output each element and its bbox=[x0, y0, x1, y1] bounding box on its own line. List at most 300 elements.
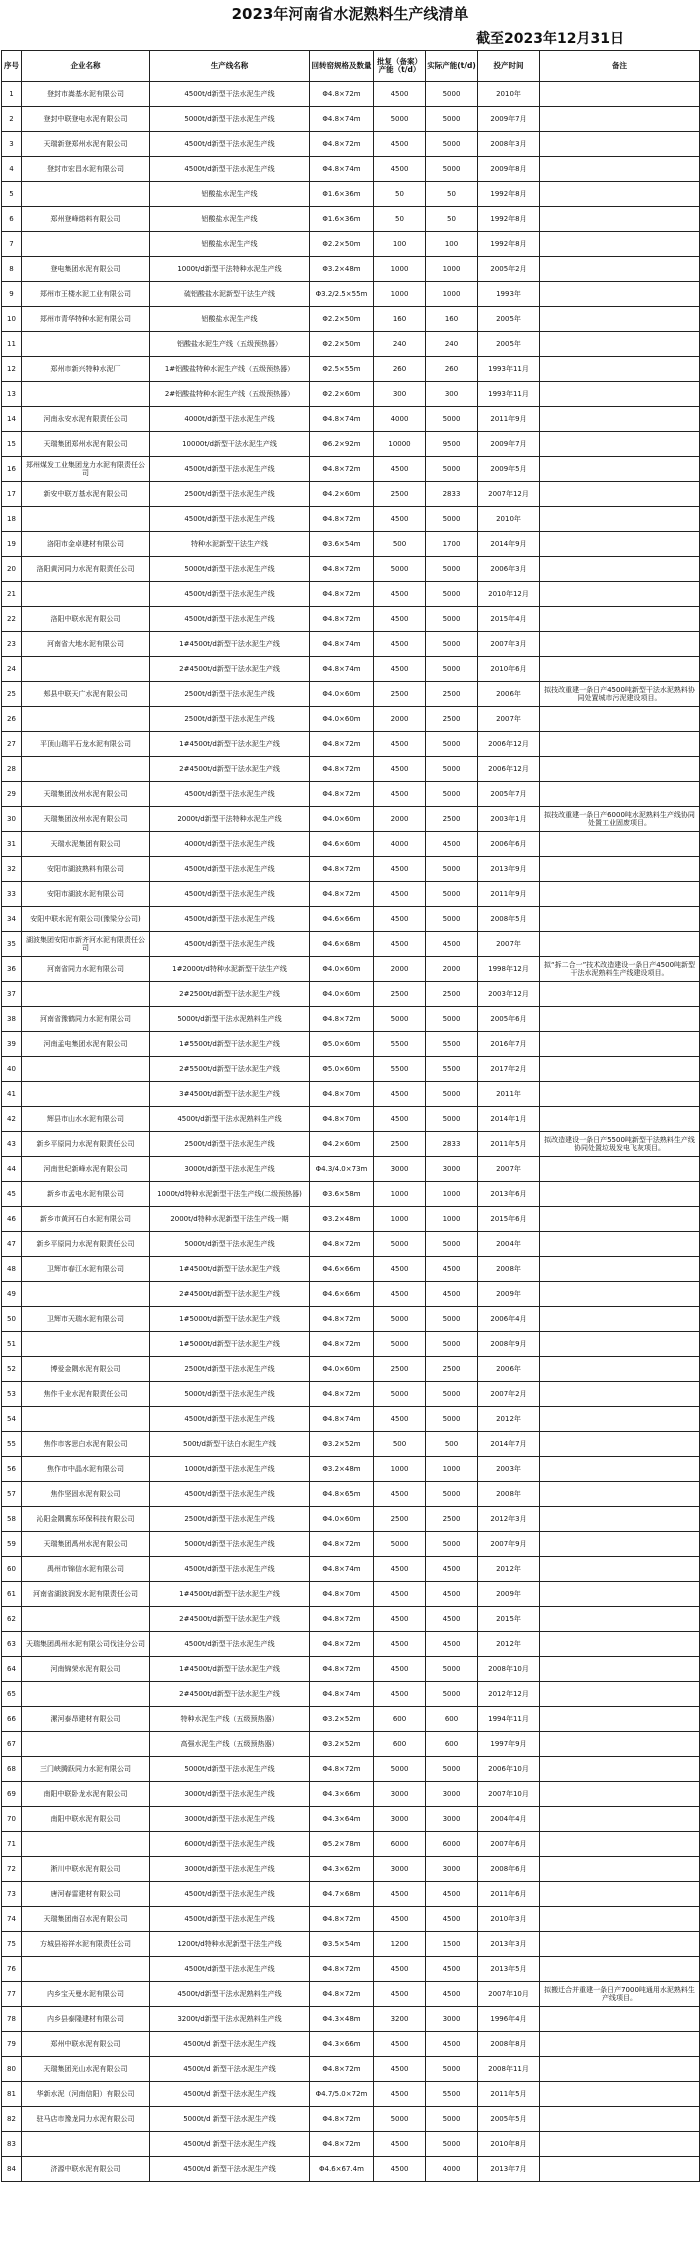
cell-start-date: 2007年2月 bbox=[478, 1382, 540, 1407]
cell-kiln-spec: Φ4.3×48m bbox=[310, 2007, 374, 2032]
cell-line-name: 4500t/d新型干法水泥生产线 bbox=[150, 1907, 310, 1932]
cell-actual-capacity: 240 bbox=[426, 332, 478, 357]
cell-company: 焦作市中晶水泥有限公司 bbox=[22, 1457, 150, 1482]
cell-actual-capacity: 5000 bbox=[426, 582, 478, 607]
cell-remarks bbox=[540, 732, 700, 757]
cell-index: 77 bbox=[2, 1982, 22, 2007]
cell-remarks bbox=[540, 2157, 700, 2182]
cell-remarks bbox=[540, 1407, 700, 1432]
cell-company bbox=[22, 1082, 150, 1107]
cell-kiln-spec: Φ4.0×60m bbox=[310, 982, 374, 1007]
cell-kiln-spec: Φ4.8×72m bbox=[310, 2132, 374, 2157]
cell-actual-capacity: 5000 bbox=[426, 657, 478, 682]
cell-remarks bbox=[540, 1932, 700, 1957]
cell-company: 卫辉市天瑞水泥有限公司 bbox=[22, 1307, 150, 1332]
table-row bbox=[2, 807, 700, 832]
table-row bbox=[2, 707, 700, 732]
cell-actual-capacity: 5000 bbox=[426, 1407, 478, 1432]
cell-index: 62 bbox=[2, 1607, 22, 1632]
cell-actual-capacity: 5000 bbox=[426, 507, 478, 532]
cell-remarks bbox=[540, 932, 700, 957]
table-row bbox=[2, 757, 700, 782]
cell-approved-capacity: 1000 bbox=[374, 1207, 426, 1232]
table-row bbox=[2, 657, 700, 682]
cell-kiln-spec: Φ4.6×60m bbox=[310, 832, 374, 857]
cell-company: 内乡县泰隆建材有限公司 bbox=[22, 2007, 150, 2032]
cell-company: 南阳中联水泥有限公司 bbox=[22, 1807, 150, 1832]
cell-index: 81 bbox=[2, 2082, 22, 2107]
cell-start-date: 2013年7月 bbox=[478, 2157, 540, 2182]
cell-company: 河南省同力水泥有限公司 bbox=[22, 957, 150, 982]
cell-approved-capacity: 1000 bbox=[374, 282, 426, 307]
cell-kiln-spec: Φ4.8×74m bbox=[310, 107, 374, 132]
cell-kiln-spec: Φ4.8×70m bbox=[310, 1582, 374, 1607]
table-row bbox=[2, 1407, 700, 1432]
cell-line-name: 铝酸盐水泥生产线 bbox=[150, 207, 310, 232]
cell-kiln-spec: Φ4.8×72m bbox=[310, 882, 374, 907]
cell-approved-capacity: 3200 bbox=[374, 2007, 426, 2032]
cell-actual-capacity: 4500 bbox=[426, 1632, 478, 1657]
cell-index: 83 bbox=[2, 2132, 22, 2157]
cell-line-name: 4500t/d新型干法水泥生产线 bbox=[150, 132, 310, 157]
cell-line-name: 4500t/d新型干法水泥熟料生产线 bbox=[150, 1107, 310, 1132]
cell-index: 37 bbox=[2, 982, 22, 1007]
cell-actual-capacity: 4500 bbox=[426, 1582, 478, 1607]
cell-remarks bbox=[540, 632, 700, 657]
cell-remarks bbox=[540, 132, 700, 157]
cell-kiln-spec: Φ4.3×62m bbox=[310, 1857, 374, 1882]
cell-start-date: 1996年4月 bbox=[478, 2007, 540, 2032]
cell-approved-capacity: 5000 bbox=[374, 1382, 426, 1407]
cell-company: 安阳中联水泥有限公司(豫梁分公司) bbox=[22, 907, 150, 932]
cell-actual-capacity: 2500 bbox=[426, 1357, 478, 1382]
cell-company: 安阳市湖波水泥有限公司 bbox=[22, 882, 150, 907]
cell-start-date: 2006年6月 bbox=[478, 832, 540, 857]
cell-company: 天瑞集团郑州水泥有限公司 bbox=[22, 432, 150, 457]
cell-start-date: 1993年11月 bbox=[478, 382, 540, 407]
cell-approved-capacity: 3000 bbox=[374, 1782, 426, 1807]
cell-actual-capacity: 5000 bbox=[426, 732, 478, 757]
table-row bbox=[2, 182, 700, 207]
cell-remarks bbox=[540, 1957, 700, 1982]
cell-approved-capacity: 4500 bbox=[374, 507, 426, 532]
table-row bbox=[2, 1857, 700, 1882]
cell-line-name: 4500t/d 新型干法水泥生产线 bbox=[150, 2057, 310, 2082]
cell-company: 新乡市孟电水泥有限公司 bbox=[22, 1182, 150, 1207]
cell-remarks: 拟“拆二合一”技术改造建设一条日产4500吨新型干法水泥熟料生产线建设项目。 bbox=[540, 957, 700, 982]
cell-remarks: 拟搬迁合并重建一条日产7000吨通用水泥熟料生产线项目。 bbox=[540, 1982, 700, 2007]
cell-start-date: 2010年8月 bbox=[478, 2132, 540, 2157]
table-row bbox=[2, 782, 700, 807]
cell-company: 天瑞集团汝州水泥有限公司 bbox=[22, 807, 150, 832]
cell-remarks bbox=[540, 832, 700, 857]
cell-kiln-spec: Φ4.8×72m bbox=[310, 1607, 374, 1632]
cell-kiln-spec: Φ4.8×72m bbox=[310, 582, 374, 607]
cell-index: 46 bbox=[2, 1207, 22, 1232]
cell-kiln-spec: Φ4.7×68m bbox=[310, 1882, 374, 1907]
cell-line-name: 3#4500t/d新型干法水泥生产线 bbox=[150, 1082, 310, 1107]
cell-remarks bbox=[540, 257, 700, 282]
cell-remarks bbox=[540, 1457, 700, 1482]
cell-line-name: 4500t/d新型干法水泥生产线 bbox=[150, 1957, 310, 1982]
col-header-kiln-spec: 回转窑规格及数量 bbox=[310, 51, 374, 82]
cell-index: 23 bbox=[2, 632, 22, 657]
cell-remarks bbox=[540, 2107, 700, 2132]
cell-index: 57 bbox=[2, 1482, 22, 1507]
cell-remarks bbox=[540, 1907, 700, 1932]
cell-index: 3 bbox=[2, 132, 22, 157]
cell-remarks bbox=[540, 907, 700, 932]
cell-actual-capacity: 1000 bbox=[426, 1182, 478, 1207]
cell-index: 11 bbox=[2, 332, 22, 357]
cell-start-date: 1997年9月 bbox=[478, 1732, 540, 1757]
cell-start-date: 2008年 bbox=[478, 1257, 540, 1282]
cell-line-name: 2500t/d新型干法水泥生产线 bbox=[150, 1357, 310, 1382]
cell-kiln-spec: Φ2.2×50m bbox=[310, 232, 374, 257]
cell-start-date: 2007年 bbox=[478, 1157, 540, 1182]
cell-kiln-spec: Φ3.2×52m bbox=[310, 1707, 374, 1732]
cell-index: 52 bbox=[2, 1357, 22, 1382]
cell-remarks bbox=[540, 1257, 700, 1282]
cell-remarks bbox=[540, 1782, 700, 1807]
cell-actual-capacity: 5000 bbox=[426, 1082, 478, 1107]
cell-actual-capacity: 5000 bbox=[426, 1307, 478, 1332]
cell-company: 河南世纪新峰水泥有限公司 bbox=[22, 1157, 150, 1182]
cell-actual-capacity: 5000 bbox=[426, 1107, 478, 1132]
cell-actual-capacity: 3000 bbox=[426, 1157, 478, 1182]
cell-start-date: 2011年 bbox=[478, 1082, 540, 1107]
cell-line-name: 1#5000t/d新型干法水泥生产线 bbox=[150, 1307, 310, 1332]
cell-company: 博爱金隅水泥有限公司 bbox=[22, 1357, 150, 1382]
table-row bbox=[2, 2132, 700, 2157]
cell-approved-capacity: 600 bbox=[374, 1732, 426, 1757]
cell-company bbox=[22, 1282, 150, 1307]
cell-index: 33 bbox=[2, 882, 22, 907]
cell-actual-capacity: 4500 bbox=[426, 1882, 478, 1907]
cell-actual-capacity: 4500 bbox=[426, 932, 478, 957]
cell-actual-capacity: 4500 bbox=[426, 1907, 478, 1932]
cell-kiln-spec: Φ4.8×72m bbox=[310, 1957, 374, 1982]
cell-actual-capacity: 5000 bbox=[426, 1007, 478, 1032]
cell-kiln-spec: Φ4.0×60m bbox=[310, 1357, 374, 1382]
cell-line-name: 特种水泥新型干法生产线 bbox=[150, 532, 310, 557]
cell-line-name: 3200t/d新型干法水泥熟料生产线 bbox=[150, 2007, 310, 2032]
table-row bbox=[2, 1732, 700, 1757]
table-row bbox=[2, 2082, 700, 2107]
cell-company: 卫辉市春江水泥有限公司 bbox=[22, 1257, 150, 1282]
table-row bbox=[2, 282, 700, 307]
cell-approved-capacity: 4500 bbox=[374, 882, 426, 907]
table-row bbox=[2, 1607, 700, 1632]
cell-start-date: 2006年 bbox=[478, 1357, 540, 1382]
cell-remarks bbox=[540, 2032, 700, 2057]
table-row bbox=[2, 1632, 700, 1657]
table-row bbox=[2, 1007, 700, 1032]
cell-actual-capacity: 6000 bbox=[426, 1832, 478, 1857]
cell-kiln-spec: Φ4.8×72m bbox=[310, 1757, 374, 1782]
cell-approved-capacity: 5500 bbox=[374, 1032, 426, 1057]
cell-kiln-spec: Φ4.8×72m bbox=[310, 1232, 374, 1257]
cell-kiln-spec: Φ4.8×72m bbox=[310, 1307, 374, 1332]
cell-kiln-spec: Φ4.8×72m bbox=[310, 1657, 374, 1682]
cell-company: 安阳市湖波熟料有限公司 bbox=[22, 857, 150, 882]
cell-start-date: 2005年2月 bbox=[478, 257, 540, 282]
cell-line-name: 3000t/d新型干法水泥生产线 bbox=[150, 1857, 310, 1882]
cell-approved-capacity: 1200 bbox=[374, 1932, 426, 1957]
cell-actual-capacity: 5500 bbox=[426, 1032, 478, 1057]
cell-line-name: 1#4500t/d新型干法水泥生产线 bbox=[150, 1657, 310, 1682]
cell-start-date: 2012年 bbox=[478, 1407, 540, 1432]
table-row bbox=[2, 232, 700, 257]
cell-line-name: 5000t/d新型干法水泥生产线 bbox=[150, 107, 310, 132]
cell-company: 郑州登峰熔料有限公司 bbox=[22, 207, 150, 232]
cell-company: 郑州中联水泥有限公司 bbox=[22, 2032, 150, 2057]
cell-line-name: 3000t/d新型干法水泥生产线 bbox=[150, 1157, 310, 1182]
table-body bbox=[2, 82, 700, 2182]
cell-approved-capacity: 50 bbox=[374, 182, 426, 207]
cell-remarks bbox=[540, 457, 700, 482]
cell-index: 21 bbox=[2, 582, 22, 607]
cell-approved-capacity: 3000 bbox=[374, 1807, 426, 1832]
cell-kiln-spec: Φ4.3/4.0×73m bbox=[310, 1157, 374, 1182]
cell-start-date: 1993年 bbox=[478, 282, 540, 307]
cell-remarks bbox=[540, 1082, 700, 1107]
cell-start-date: 2006年12月 bbox=[478, 757, 540, 782]
table-row bbox=[2, 1682, 700, 1707]
table-row bbox=[2, 1182, 700, 1207]
cell-start-date: 2004年 bbox=[478, 1232, 540, 1257]
table-row bbox=[2, 557, 700, 582]
cell-index: 28 bbox=[2, 757, 22, 782]
cell-company: 河南永安水泥有限责任公司 bbox=[22, 407, 150, 432]
cell-line-name: 5000t/d新型干法水泥生产线 bbox=[150, 1757, 310, 1782]
cell-approved-capacity: 5000 bbox=[374, 1307, 426, 1332]
cell-company: 三门峡腾跃同力水泥有限公司 bbox=[22, 1757, 150, 1782]
cell-approved-capacity: 4500 bbox=[374, 1682, 426, 1707]
cell-line-name: 1000t/d新型干法水泥生产线 bbox=[150, 1457, 310, 1482]
cell-kiln-spec: Φ4.0×60m bbox=[310, 807, 374, 832]
cell-line-name: 4500t/d新型干法水泥生产线 bbox=[150, 1407, 310, 1432]
cell-line-name: 铝酸盐水泥生产线 bbox=[150, 182, 310, 207]
cell-index: 78 bbox=[2, 2007, 22, 2032]
cell-company: 新安中联万基水泥有限公司 bbox=[22, 482, 150, 507]
cell-remarks bbox=[540, 432, 700, 457]
cell-actual-capacity: 3000 bbox=[426, 2007, 478, 2032]
cell-remarks bbox=[540, 1207, 700, 1232]
cell-start-date: 2008年5月 bbox=[478, 907, 540, 932]
cell-line-name: 4500t/d新型干法水泥生产线 bbox=[150, 1632, 310, 1657]
cell-index: 36 bbox=[2, 957, 22, 982]
cell-remarks bbox=[540, 207, 700, 232]
table-row bbox=[2, 1757, 700, 1782]
cell-company: 登封市宏昌水泥有限公司 bbox=[22, 157, 150, 182]
col-header-remarks: 备注 bbox=[540, 51, 700, 82]
cell-remarks bbox=[540, 532, 700, 557]
cell-approved-capacity: 500 bbox=[374, 1432, 426, 1457]
cell-actual-capacity: 5000 bbox=[426, 1382, 478, 1407]
table-row bbox=[2, 2107, 700, 2132]
cell-actual-capacity: 4500 bbox=[426, 2032, 478, 2057]
cell-start-date: 2012年 bbox=[478, 1632, 540, 1657]
cell-remarks bbox=[540, 1757, 700, 1782]
cell-line-name: 4500t/d新型干法水泥生产线 bbox=[150, 907, 310, 932]
table-row bbox=[2, 1382, 700, 1407]
cell-company bbox=[22, 332, 150, 357]
table-row bbox=[2, 1932, 700, 1957]
cell-actual-capacity: 5000 bbox=[426, 457, 478, 482]
table-row bbox=[2, 1057, 700, 1082]
cell-start-date: 2014年9月 bbox=[478, 532, 540, 557]
cell-start-date: 2008年3月 bbox=[478, 132, 540, 157]
cell-index: 67 bbox=[2, 1732, 22, 1757]
cell-actual-capacity: 1000 bbox=[426, 1457, 478, 1482]
cell-index: 12 bbox=[2, 357, 22, 382]
cell-remarks bbox=[540, 1007, 700, 1032]
cell-kiln-spec: Φ4.3×64m bbox=[310, 1807, 374, 1832]
cell-kiln-spec: Φ1.6×36m bbox=[310, 207, 374, 232]
cell-line-name: 1000t/d特种水泥新型干法生产线(二级预热器) bbox=[150, 1182, 310, 1207]
cell-approved-capacity: 4500 bbox=[374, 2082, 426, 2107]
cell-approved-capacity: 100 bbox=[374, 232, 426, 257]
cell-actual-capacity: 4500 bbox=[426, 1282, 478, 1307]
cell-approved-capacity: 4500 bbox=[374, 907, 426, 932]
cell-remarks: 拟改造建设一条日产5500吨新型干法熟料生产线协同处置垃圾发电飞灰项目。 bbox=[540, 1132, 700, 1157]
cell-line-name: 5000t/d新型干法水泥生产线 bbox=[150, 1532, 310, 1557]
cell-kiln-spec: Φ2.2×50m bbox=[310, 307, 374, 332]
cell-approved-capacity: 4500 bbox=[374, 132, 426, 157]
cell-line-name: 2500t/d新型干法水泥生产线 bbox=[150, 1507, 310, 1532]
cell-remarks bbox=[540, 1732, 700, 1757]
cell-index: 49 bbox=[2, 1282, 22, 1307]
cell-company: 河南孟电集团水泥有限公司 bbox=[22, 1032, 150, 1057]
cell-approved-capacity: 4500 bbox=[374, 1907, 426, 1932]
cell-line-name: 4500t/d新型干法水泥生产线 bbox=[150, 82, 310, 107]
cell-approved-capacity: 4500 bbox=[374, 582, 426, 607]
cell-start-date: 2005年7月 bbox=[478, 782, 540, 807]
cell-remarks bbox=[540, 482, 700, 507]
cell-actual-capacity: 5000 bbox=[426, 2132, 478, 2157]
cell-actual-capacity: 5000 bbox=[426, 557, 478, 582]
cell-start-date: 2005年6月 bbox=[478, 1007, 540, 1032]
table-row bbox=[2, 157, 700, 182]
cell-index: 16 bbox=[2, 457, 22, 482]
cell-remarks bbox=[540, 107, 700, 132]
cell-company: 洛阳市金卓建材有限公司 bbox=[22, 532, 150, 557]
cell-approved-capacity: 2000 bbox=[374, 957, 426, 982]
cell-line-name: 4500t/d 新型干法水泥生产线 bbox=[150, 2082, 310, 2107]
cell-index: 56 bbox=[2, 1457, 22, 1482]
cell-approved-capacity: 4500 bbox=[374, 2032, 426, 2057]
cell-actual-capacity: 5500 bbox=[426, 2082, 478, 2107]
col-header-line-name: 生产线名称 bbox=[150, 51, 310, 82]
cell-line-name: 1#2000t/d特种水泥新型干法生产线 bbox=[150, 957, 310, 982]
cell-approved-capacity: 4500 bbox=[374, 1607, 426, 1632]
cell-company: 天瑞集团汝州水泥有限公司 bbox=[22, 782, 150, 807]
table-row bbox=[2, 332, 700, 357]
table-row bbox=[2, 107, 700, 132]
cell-remarks bbox=[540, 2082, 700, 2107]
table-row bbox=[2, 1532, 700, 1557]
cell-actual-capacity: 1500 bbox=[426, 1932, 478, 1957]
cell-company bbox=[22, 182, 150, 207]
cell-remarks bbox=[540, 1332, 700, 1357]
cell-kiln-spec: Φ4.8×72m bbox=[310, 607, 374, 632]
cell-actual-capacity: 3000 bbox=[426, 1807, 478, 1832]
cell-actual-capacity: 5000 bbox=[426, 882, 478, 907]
cell-company bbox=[22, 1682, 150, 1707]
cell-company: 唐河春雷建材有限公司 bbox=[22, 1882, 150, 1907]
cell-line-name: 2500t/d新型干法水泥生产线 bbox=[150, 707, 310, 732]
cell-line-name: 1200t/d特种水泥新型干法生产线 bbox=[150, 1932, 310, 1957]
cell-start-date: 1992年8月 bbox=[478, 182, 540, 207]
cell-remarks bbox=[540, 82, 700, 107]
cell-company bbox=[22, 1607, 150, 1632]
cell-company bbox=[22, 582, 150, 607]
cell-line-name: 4500t/d新型干法水泥生产线 bbox=[150, 507, 310, 532]
cell-line-name: 2#2500t/d新型干法水泥生产线 bbox=[150, 982, 310, 1007]
cell-start-date: 2016年7月 bbox=[478, 1032, 540, 1057]
cell-kiln-spec: Φ4.8×72m bbox=[310, 1007, 374, 1032]
cell-index: 72 bbox=[2, 1857, 22, 1882]
cell-line-name: 4500t/d新型干法水泥生产线 bbox=[150, 1557, 310, 1582]
table-row bbox=[2, 307, 700, 332]
cell-index: 5 bbox=[2, 182, 22, 207]
table-row bbox=[2, 1657, 700, 1682]
cell-actual-capacity: 5000 bbox=[426, 107, 478, 132]
cell-index: 18 bbox=[2, 507, 22, 532]
cell-remarks bbox=[540, 582, 700, 607]
cell-line-name: 铝酸盐水泥生产线（五级预热器） bbox=[150, 332, 310, 357]
cell-index: 60 bbox=[2, 1557, 22, 1582]
cell-line-name: 2#4500t/d新型干法水泥生产线 bbox=[150, 1607, 310, 1632]
cell-line-name: 1#4500t/d新型干法水泥生产线 bbox=[150, 1257, 310, 1282]
cell-kiln-spec: Φ4.8×72m bbox=[310, 1982, 374, 2007]
cell-line-name: 4500t/d新型干法水泥生产线 bbox=[150, 782, 310, 807]
cell-actual-capacity: 4500 bbox=[426, 1557, 478, 1582]
cell-actual-capacity: 5000 bbox=[426, 2057, 478, 2082]
cell-start-date: 1993年11月 bbox=[478, 357, 540, 382]
cell-approved-capacity: 3000 bbox=[374, 1857, 426, 1882]
cell-start-date: 2003年12月 bbox=[478, 982, 540, 1007]
cell-start-date: 2008年10月 bbox=[478, 1657, 540, 1682]
cell-actual-capacity: 50 bbox=[426, 182, 478, 207]
cell-approved-capacity: 5000 bbox=[374, 1332, 426, 1357]
production-line-table bbox=[1, 50, 700, 2182]
table-row bbox=[2, 382, 700, 407]
cell-index: 42 bbox=[2, 1107, 22, 1132]
table-row bbox=[2, 2007, 700, 2032]
cell-actual-capacity: 4500 bbox=[426, 1607, 478, 1632]
table-row bbox=[2, 857, 700, 882]
as-of-date: 截至2023年12月31日 bbox=[476, 31, 624, 47]
cell-remarks bbox=[540, 882, 700, 907]
cell-approved-capacity: 5000 bbox=[374, 1532, 426, 1557]
cell-company: 洛阳黄河同力水泥有限责任公司 bbox=[22, 557, 150, 582]
cell-index: 76 bbox=[2, 1957, 22, 1982]
cell-company: 新乡市黄河石白水泥有限公司 bbox=[22, 1207, 150, 1232]
cell-approved-capacity: 4500 bbox=[374, 457, 426, 482]
cell-line-name: 2#铝酸盐特种水泥生产线（五级预热器） bbox=[150, 382, 310, 407]
cell-index: 73 bbox=[2, 1882, 22, 1907]
cell-approved-capacity: 4500 bbox=[374, 82, 426, 107]
cell-remarks bbox=[540, 1232, 700, 1257]
cell-actual-capacity: 5000 bbox=[426, 1232, 478, 1257]
cell-start-date: 2011年6月 bbox=[478, 1882, 540, 1907]
cell-actual-capacity: 1000 bbox=[426, 1207, 478, 1232]
cell-approved-capacity: 240 bbox=[374, 332, 426, 357]
cell-kiln-spec: Φ4.8×70m bbox=[310, 1107, 374, 1132]
cell-approved-capacity: 4500 bbox=[374, 2057, 426, 2082]
